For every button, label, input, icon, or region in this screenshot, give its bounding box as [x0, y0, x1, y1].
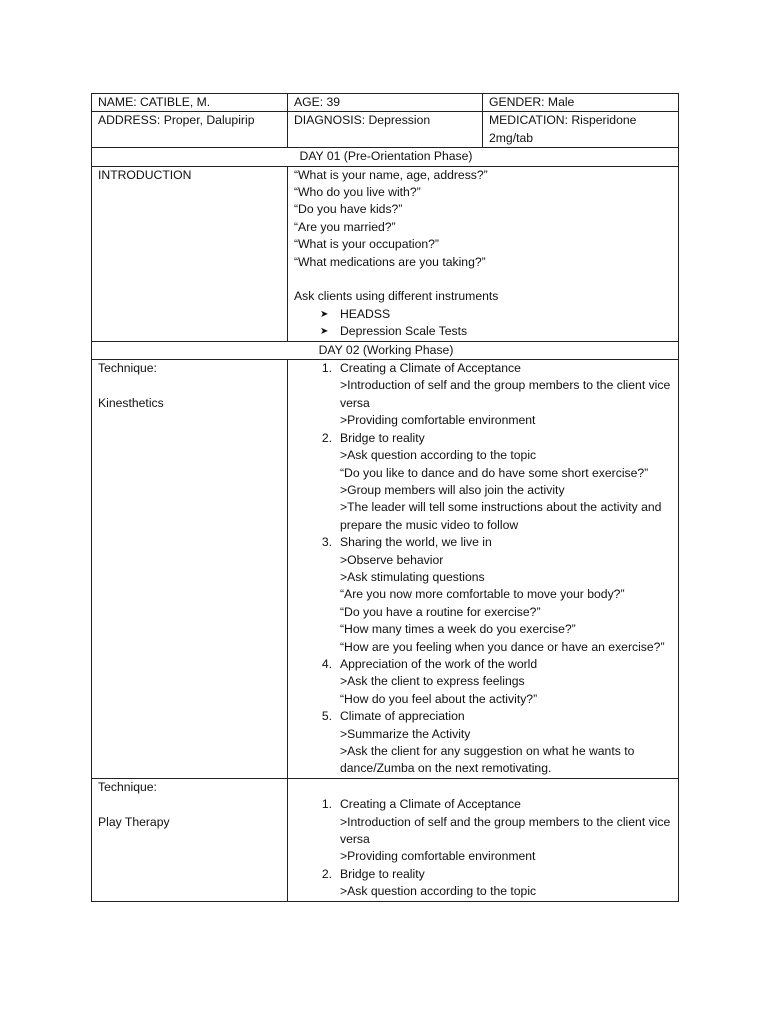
play-therapy-row [92, 778, 679, 901]
step-line: >The leader will tell some instructions about the activity and prepare the music video to follow [340, 500, 662, 532]
instrument-label: Depression Scale Tests [340, 324, 468, 339]
technique-label: Technique: [98, 779, 157, 794]
instrument-label: HEADSS [340, 306, 391, 321]
step-number: 4. [321, 656, 332, 671]
step-number: 5. [321, 709, 332, 724]
step-item [294, 708, 674, 778]
step-line: >Ask question according to the topic [340, 884, 537, 899]
step-line: >Ask the client to express feelings [340, 674, 525, 689]
spacer [98, 377, 283, 394]
step-item [294, 360, 674, 430]
patient-info-row-2 [92, 112, 679, 148]
arrow-bullet-icon: ➤ [320, 308, 329, 320]
step-title: Bridge to reality [340, 430, 425, 445]
introduction-question: “Do you have kids?” [294, 202, 403, 217]
patient-info-row-1 [92, 94, 679, 112]
kinesthetics-steps [294, 360, 674, 778]
step-item [294, 796, 674, 866]
step-number: 1. [321, 797, 332, 812]
arrow-bullet-icon: ➤ [320, 326, 329, 338]
step-line: “Are you now more comfortable to move your body?” [340, 587, 625, 602]
spacer [98, 796, 283, 813]
introduction-question: “Are you married?” [294, 219, 396, 234]
introduction-question: “What is your occupation?” [294, 237, 439, 252]
step-number: 1. [321, 361, 332, 376]
patient-gender-cell: GENDER: Male [483, 94, 679, 112]
play-therapy-steps-cell [288, 778, 679, 901]
patient-age-cell: AGE: 39 [288, 94, 483, 112]
instrument-item [320, 323, 674, 340]
step-line: “Do you have a routine for exercise?” [340, 604, 541, 619]
day2-title-row [92, 341, 679, 359]
day1-title-row [92, 148, 679, 166]
step-line: >Providing comfortable environment [340, 849, 536, 864]
patient-name-cell: NAME: CATIBLE, M. [92, 94, 288, 112]
technique-label: Technique: [98, 361, 157, 376]
instruments-intro: Ask clients using different instruments [294, 289, 499, 304]
step-item [294, 866, 674, 901]
step-title: Bridge to reality [340, 866, 425, 881]
day1-title: DAY 01 (Pre-Orientation Phase) [92, 148, 679, 166]
step-line: “How are you feeling when you dance or have an exercise?” [340, 639, 665, 654]
introduction-question: “Who do you live with?” [294, 185, 421, 200]
step-line: >Summarize the Activity [340, 726, 471, 741]
step-line: “How do you feel about the activity?” [340, 691, 538, 706]
spacer [294, 271, 674, 288]
step-number: 3. [321, 535, 332, 550]
step-line: >Group members will also join the activity [340, 482, 565, 497]
step-line: >Ask stimulating questions [340, 569, 485, 584]
step-number: 2. [321, 866, 332, 881]
step-line: >Introduction of self and the group members to the client vice versa [340, 378, 671, 410]
introduction-question: “What medications are you taking?” [294, 254, 486, 269]
technique-name: Play Therapy [98, 814, 170, 829]
care-plan-table [91, 93, 679, 902]
step-item [294, 534, 674, 656]
step-title: Appreciation of the work of the world [340, 656, 538, 671]
play-therapy-label-cell [92, 778, 288, 901]
patient-medication-cell: MEDICATION: Risperidone 2mg/tab [483, 112, 679, 148]
play-therapy-steps [294, 796, 674, 900]
introduction-label: INTRODUCTION [92, 166, 288, 341]
introduction-row [92, 166, 679, 341]
instrument-item [320, 306, 674, 323]
introduction-questions [294, 167, 674, 271]
step-number: 2. [321, 430, 332, 445]
kinesthetics-row [92, 360, 679, 779]
step-title: Creating a Climate of Acceptance [340, 797, 521, 812]
step-line: >Ask the client for any suggestion on what he wants to dance/Zumba on the next remotivating. [340, 744, 635, 776]
step-line: >Ask question according to the topic [340, 448, 537, 463]
step-line: >Observe behavior [340, 552, 444, 567]
introduction-question: “What is your name, age, address?” [294, 167, 488, 182]
step-item [294, 656, 674, 708]
step-title: Sharing the world, we live in [340, 535, 492, 550]
step-item [294, 430, 674, 534]
day2-title: DAY 02 (Working Phase) [92, 341, 679, 359]
step-title: Climate of appreciation [340, 709, 465, 724]
introduction-content [288, 166, 679, 341]
step-line: “How many times a week do you exercise?” [340, 622, 576, 637]
patient-diagnosis-cell: DIAGNOSIS: Depression [288, 112, 483, 148]
step-line: >Providing comfortable environment [340, 413, 536, 428]
kinesthetics-label-cell [92, 360, 288, 779]
spacer [294, 779, 674, 796]
instruments-list [294, 306, 674, 341]
step-title: Creating a Climate of Acceptance [340, 361, 521, 376]
kinesthetics-steps-cell [288, 360, 679, 779]
step-line: “Do you like to dance and do have some short exercise?” [340, 465, 649, 480]
step-line: >Introduction of self and the group members to the client vice versa [340, 814, 671, 847]
patient-address-cell: ADDRESS: Proper, Dalupirip [92, 112, 288, 148]
technique-name: Kinesthetics [98, 395, 164, 410]
